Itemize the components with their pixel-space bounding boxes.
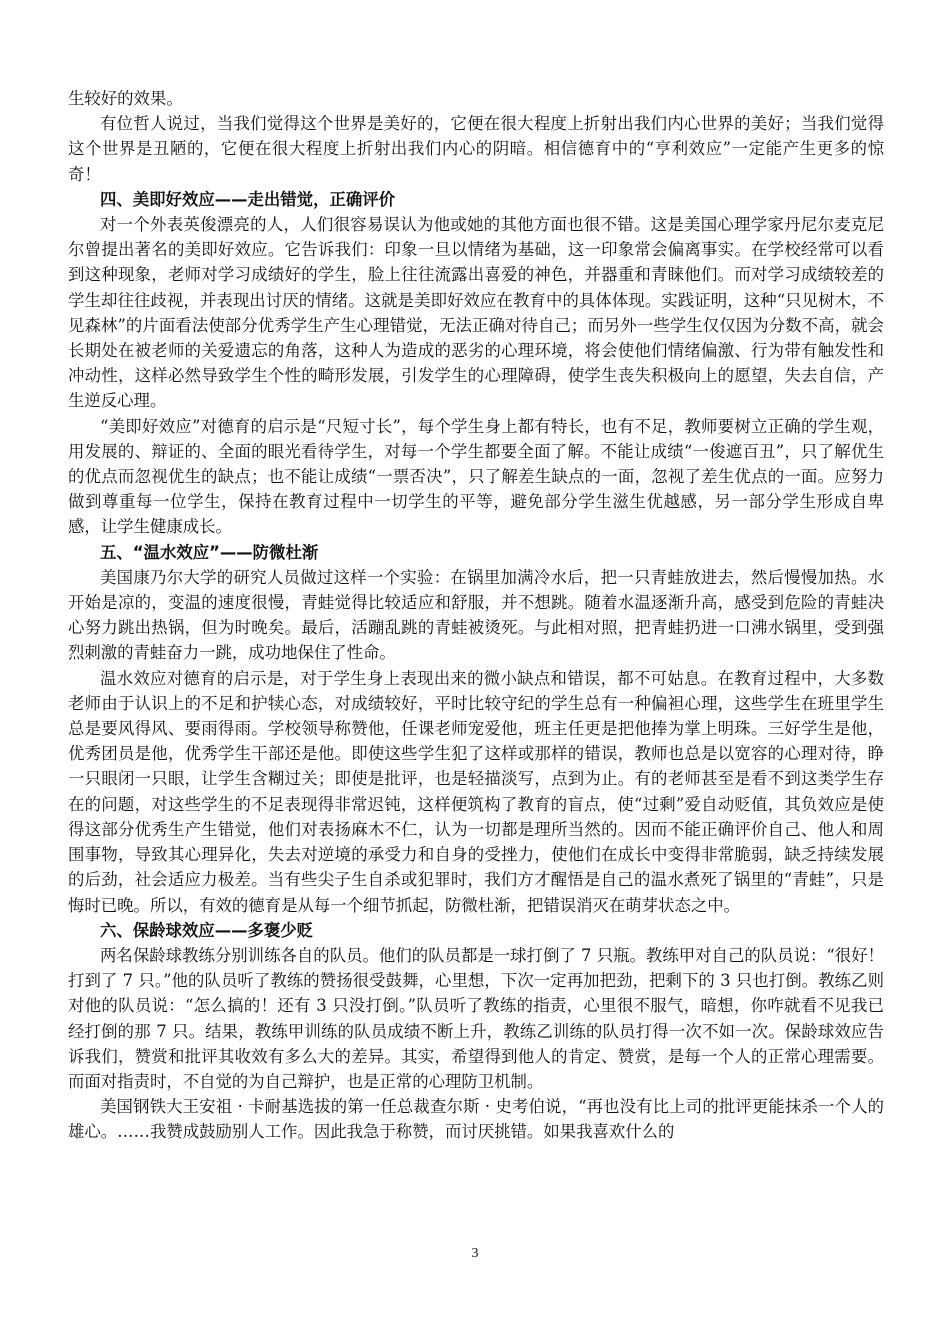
paragraph: 美国钢铁大王安祖 · 卡耐基选拔的第一任总裁查尔斯 · 史考伯说，“再也没有比上司的批评更能抹杀一个人的雄心。……我赞成鼓励别人工作。因此我急于称赞，而讨厌挑错。如果我喜欢什么的: [68, 1097, 884, 1142]
section-heading: 六、保龄球效应——多褒少贬: [100, 920, 314, 940]
paragraph: 两名保龄球教练分别训练各自的队员。他们的队员都是一球打倒了 7 只瓶。教练甲对自己的队员说：“很好！打到了 7 只。”他的队员听了教练的赞扬很受鼓舞，心里想，下次一定再加把劲，把剩下的 3 只也打倒。教练乙则对他的队员说：“怎么搞的！还有 3 只没打倒。”队员听了教练的指责，心里很不服气，暗想，你咋就看不见我已经打倒的那 7 只。结果，教练甲训练的队员成绩不断上升，教练乙训练的队员打得一次不如一次。保龄球效应告诉我们，赞赏和批评其收效有多么大的差异。其实，希望得到他人的肯定、赞赏，是每一个人的正常心理需要。而面对指责时，不自觉的为自己辩护，也是正常的心理防卫机制。: [68, 945, 884, 1091]
page-number: 3: [471, 1246, 479, 1261]
paragraph: 温水效应对德育的启示是，对于学生身上表现出来的微小缺点和错误，都不可姑息。在教育过程中，大多数老师由于认识上的不足和护犊心态，对成绩较好，平时比较守纪的学生总有一种偏袒心理，这些学生在班里学生总是要风得风、要雨得雨。学校领导称赞他，任课老师宠爱他，班主任更是把他捧为掌上明珠。三好学生是他，优秀团员是他，优秀学生干部还是他。即使这些学生犯了这样或那样的错误，教师也总是以宽容的心理对待，睁一只眼闭一只眼，让学生含糊过关；即使是批评，也是轻描淡写，点到为止。有的老师甚至是看不到这类学生存在的问题，对这些学生的不足表现得非常迟钝，这样便筑构了教育的盲点，使“过剩”爱自动贬值，其负效应是使得这部分优秀生产生错觉，他们对表扬麻木不仁，认为一切都是理所当然的。因而不能正确评价自己、他人和周围事物，导致其心理异化，失去对逆境的承受力和自身的受挫力，使他们在成长中变得非常脆弱，缺乏持续发展的后劲，社会适应力极差。当有些尖子生自杀或犯罪时，我们方才醒悟是自己的温水煮死了锅里的“青蛙”，只是悔时已晚。所以，有效的德育是从每一个细节抓起，防微杜渐，把错误消灭在萌芽状态之中。: [68, 668, 884, 915]
document-body: [68, 86, 884, 1145]
paragraph: 有位哲人说过，当我们觉得这个世界是美好的，它便在很大程度上折射出我们内心世界的美好；当我们觉得这个世界是丑陋的，它便在很大程度上折射出我们内心的阴暗。相信德育中的“亨利效应”一定能产生更多的惊奇！: [68, 114, 884, 184]
paragraph: “美即好效应”对德育的启示是“尺短寸长”，每个学生身上都有特长，也有不足，教师要树立正确的学生观，用发展的、辩证的、全面的眼光看待学生，对每一个学生都要全面了解。不能让成绩“一俊遮百丑”，只了解优生的优点而忽视优生的缺点；也不能让成绩“一票否决”，只了解差生缺点的一面，忽视了差生优点的一面。应努力做到尊重每一位学生，保持在教育过程中一切学生的平等，避免部分学生滋生优越感，另一部分学生形成自卑感，让学生健康成长。: [68, 416, 884, 537]
section-heading: 四、美即好效应——走出错觉，正确评价: [100, 189, 396, 209]
paragraph: 生较好的效果。: [68, 89, 183, 108]
paragraph: 对一个外表英俊漂亮的人，人们很容易误认为他或她的其他方面也很不错。这是美国心理学家丹尼尔麦克尼尔曾提出著名的美即好效应。它告诉我们：印象一旦以情绪为基础，这一印象常会偏离事实。在学校经常可以看到这种现象，老师对学习成绩好的学生，脸上往往流露出喜爱的神色，并器重和青睐他们。而对学习成绩较差的学生却往往歧视，并表现出讨厌的情绪。这就是美即好效应在教育中的具体体现。实践证明，这种“只见树木，不见森林”的片面看法使部分优秀学生产生心理错觉，无法正确对待自己；而另外一些学生仅仅因为分数不高，就会长期处在被老师的关爱遗忘的角落，这种人为造成的恶劣的心理环境，将会使他们情绪偏激、行为带有触发性和冲动性，这样必然导致学生个性的畸形发展，引发学生的心理障碍，使学生丧失积极向上的愿望，失去自信，产生逆反心理。: [68, 215, 884, 411]
paragraph: 美国康乃尔大学的研究人员做过这样一个实验：在锅里加满冷水后，把一只青蛙放进去，然后慢慢加热。水开始是凉的，变温的速度很慢，青蛙觉得比较适应和舒服，并不想跳。随着水温逐渐升高，感受到危险的青蛙决心努力跳出热锅，但为时晚矣。最后，活蹦乱跳的青蛙被烫死。与此相对照，把青蛙扔进一口沸水锅里，受到强烈刺激的青蛙奋力一跳，成功地保住了性命。: [68, 567, 884, 663]
section-heading: 五、“温水效应”——防微杜渐: [100, 542, 319, 562]
